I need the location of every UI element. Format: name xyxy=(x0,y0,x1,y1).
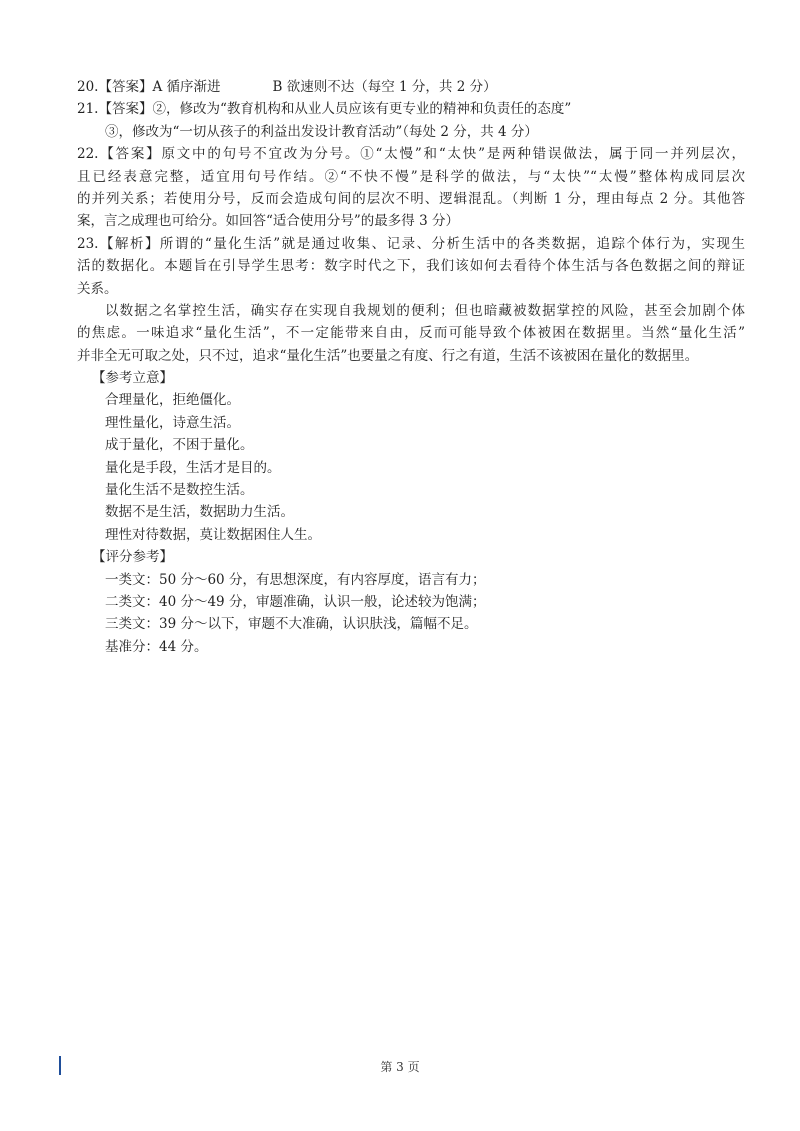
q22-answer-line: 且已经表意完整，适宜用句号作结。②“不快不慢”是科学的做法，与“太快”“太慢”整体构成同层次 xyxy=(77,168,745,185)
scoring-item: 三类文：39 分～以下，审题不大准确，认识肤浅，篇幅不足。 xyxy=(105,616,478,633)
q23-analysis-line: 关系。 xyxy=(77,280,118,297)
q21-answer-line: 21.【答案】②，修改为“教育机构和从业人员应该有更专业的精神和负责任的态度” xyxy=(77,101,572,118)
scoring-item: 一类文：50 分～60 分，有思想深度，有内容厚度，语言有力； xyxy=(105,571,486,588)
q23-paragraph-line: 的焦虑。一味追求“量化生活”，不一定能带来自由，反而可能导致个体被困在数据里。当然“量化生活” xyxy=(77,325,745,342)
reference-item: 理性量化，诗意生活。 xyxy=(105,414,240,431)
q23-paragraph-line: 以数据之名掌控生活，确实存在实现自我规划的便利；但也暗藏被数据掌控的风险，甚至会加剧个体 xyxy=(105,302,745,319)
q23-analysis-line: 23.【解析】所谓的“量化生活”就是通过收集、记录、分析生活中的各类数据，追踪个体行为，实现生 xyxy=(77,235,745,252)
q20-label: 20.【答案】 xyxy=(77,79,153,95)
reference-item: 理性对待数据，莫让数据困住人生。 xyxy=(105,526,321,543)
q23-paragraph-line: 并非全无可取之处，只不过，追求“量化生活”也要量之有度、行之有道，生活不该被困在量化的数据里。 xyxy=(77,347,699,364)
page-number: 第 3 页 xyxy=(380,1060,420,1074)
reference-item: 合理量化，拒绝僵化。 xyxy=(105,392,240,409)
reference-item: 量化生活不是数控生活。 xyxy=(105,482,254,499)
answer-content xyxy=(77,76,745,658)
q23-analysis-line: 活的数据化。本题旨在引导学生思考：数字时代之下，我们该如何去看待个体生活与各色数据之间的辩证 xyxy=(77,258,745,275)
q22-answer-line: 的并列关系；若使用分号，反而会造成句间的层次不明、逻辑混乱。（判断 1 分，理由每点 2 分。其他答 xyxy=(77,190,745,207)
q20-answer-b: B 欲速则不达（每空 1 分，共 2 分） xyxy=(272,79,497,95)
q21-answer-line: ③，修改为“一切从孩子的利益出发设计教育活动”（每处 2 分，共 4 分） xyxy=(105,123,538,140)
reference-heading: 【参考立意】 xyxy=(92,370,173,387)
q22-answer-line: 案，言之成理也可给分。如回答“适合使用分号”的最多得 3 分） xyxy=(77,213,459,230)
reference-item: 量化是手段，生活才是目的。 xyxy=(105,459,281,476)
q20-answer-a: A 循序渐进 xyxy=(152,79,221,95)
q20-answer xyxy=(77,76,745,98)
scoring-item: 基准分：44 分。 xyxy=(105,638,208,655)
reference-item: 成于量化，不困于量化。 xyxy=(105,437,254,454)
scoring-item: 二类文：40 分～49 分，审题准确，认识一般，论述较为饱满； xyxy=(105,593,486,610)
scoring-heading: 【评分参考】 xyxy=(92,549,173,566)
q22-answer-line: 22.【答案】原文中的句号不宜改为分号。①“太慢”和“太快”是两种错误做法，属于同一并列层次， xyxy=(77,146,745,163)
reference-item: 数据不是生活，数据助力生活。 xyxy=(105,504,294,521)
